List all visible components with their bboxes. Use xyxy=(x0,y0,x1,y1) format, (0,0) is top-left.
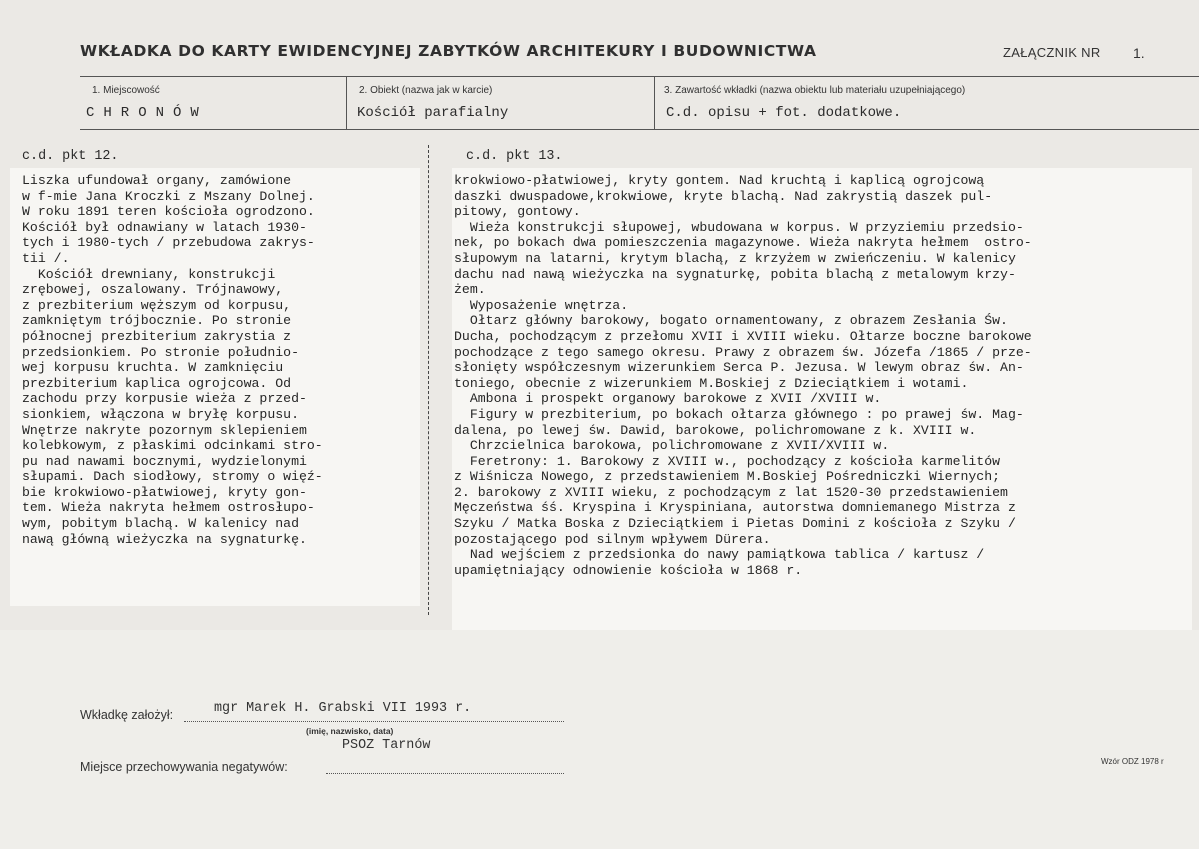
right-line: pitowy, gontowy. xyxy=(454,204,581,220)
annex-label: ZAŁĄCZNIK NR xyxy=(1003,45,1101,60)
field-object-label: 2. Obiekt (nazwa jak w karcie) xyxy=(359,85,493,96)
right-line: pochodzące z tego samego okresu. Prawy z obrazem św. Józefa /1865 / prze- xyxy=(454,344,1032,360)
left-line: kolebkowym, z płaskimi odcinkami stro- xyxy=(22,438,323,454)
right-line: Ducha, pochodzącym z przełomu XVII i XVIII wieku. Ołtarze boczne barokowe xyxy=(454,328,1032,344)
pasted-paper-footer xyxy=(0,630,1199,849)
left-line: północnej prezbiterium zakrystia z xyxy=(22,328,292,344)
fields-bottom-rule xyxy=(80,129,1199,130)
left-line: przedsionkiem. Po stronie południo- xyxy=(22,344,299,360)
annex-number: 1. xyxy=(1133,45,1145,61)
left-line: nawą główną wieżyczka na sygnaturkę. xyxy=(22,531,307,547)
left-line: sionkiem, włączona w bryłę korpusu. xyxy=(22,406,299,422)
right-line: 2. barokowy z XVIII wieku, z pochodzącym z lat 1520-30 przedstawieniem xyxy=(454,484,1008,500)
institution-value: PSOZ Tarnów xyxy=(342,738,431,753)
field-locality-label: 1. Miejscowość xyxy=(92,85,160,96)
left-line: w f-mie Jana Kroczki z Mszany Dolnej. xyxy=(22,188,315,204)
left-line: tem. Wieża nakryta hełmem ostrosłupo- xyxy=(22,500,315,516)
right-line: dachu nad nawą wieżyczka na sygnaturkę, pobita blachą z metalowym krzy- xyxy=(454,266,1016,282)
column-divider xyxy=(428,145,429,615)
right-line: z Wiśnicza Nowego, z przedstawieniem M.Boskiej Pośredniczki Wiernych; xyxy=(454,469,1001,485)
right-line: Ołtarz główny barokowy, bogato ornamentowany, z obrazem Zesłania Św. xyxy=(454,313,1008,329)
right-line: Figury w prezbiterium, po bokach ołtarza głównego : po prawej św. Mag- xyxy=(454,406,1024,422)
right-line: słupowym na latarni, krytym blachą, z krzyżem w zwieńczeniu. W kalenicy xyxy=(454,250,1016,266)
left-line: wej korpusu kruchta. W zamknięciu xyxy=(22,360,284,376)
right-line: nek, po bokach dwa pomieszczenia magazynowe. Wieża nakryta hełmem ostro- xyxy=(454,235,1032,251)
left-line: Kościół był odnawiany w latach 1930- xyxy=(22,219,307,235)
negatives-location-label: Miejsce przechowywania negatywów: xyxy=(80,760,288,774)
left-line: W roku 1891 teren kościoła ogrodzono. xyxy=(22,204,315,220)
left-line: Wnętrze nakryte pozornym sklepieniem xyxy=(22,422,307,438)
left-line: tych i 1980-tych / przebudowa zakrys- xyxy=(22,235,315,251)
header-rule xyxy=(80,76,1199,77)
left-line: wym, pobitym blachą. W kalenicy nad xyxy=(22,516,299,532)
left-line: pu nad nawami bocznymi, wydzielonymi xyxy=(22,453,307,469)
field-object-value: Kościół parafialny xyxy=(357,105,509,121)
right-line: dalena, po lewej św. Dawid, barokowe, polichromowane z k. XVIII w. xyxy=(454,422,977,438)
field-locality-value: CHRONÓW xyxy=(86,105,208,121)
right-line: Ambona i prospekt organowy barokowe z XVII /XVIII w. xyxy=(454,391,882,407)
right-text xyxy=(454,173,1032,578)
right-line: Nad wejściem z przedsionka do nawy pamiątkowa tablica / kartusz / xyxy=(454,547,985,563)
right-line: krokwiowo-płatwiowej, kryty gontem. Nad kruchtą i kaplicą ogrojcową xyxy=(454,173,985,188)
right-line: słonięty współczesnym wizerunkiem Serca P. Jezusa. W lewym obraz św. An- xyxy=(454,360,1024,376)
left-line: zachodu przy korpusie wieża z przed- xyxy=(22,391,307,407)
field-content-label: 3. Zawartość wkładki (nazwa obiektu lub materiału uzupełniającego) xyxy=(664,85,966,96)
right-line: pozostającego pod silnym wpływem Dürera. xyxy=(454,531,771,547)
left-text xyxy=(22,173,323,547)
right-heading: c.d. pkt 13. xyxy=(466,149,563,164)
right-line: daszki dwuspadowe,krokwiowe, kryte blachą. Nad zakrystią daszek pul- xyxy=(454,188,993,204)
negatives-location-line xyxy=(326,773,564,774)
prepared-by-value: mgr Marek H. Grabski VII 1993 r. xyxy=(214,701,472,716)
left-line: prezbiterium kaplica ogrojcowa. Od xyxy=(22,375,292,391)
prepared-by-line xyxy=(184,721,564,722)
right-line: Wieża konstrukcji słupowej, wbudowana w korpus. W przyziemiu przedsio- xyxy=(454,219,1024,235)
right-line: Chrzcielnica barokowa, polichromowane z XVII/XVIII w. xyxy=(454,438,890,454)
right-line: upamiętniający odnowienie kościoła w 1868 r. xyxy=(454,562,803,578)
right-line: Szyku / Matka Boska z Dzieciątkiem i Pietas Domini z kościoła z Szyku / xyxy=(454,516,1016,532)
right-line: Feretrony: 1. Barokowy z XVIII w., pochodzący z kościoła karmelitów xyxy=(454,453,1001,469)
left-line: słupami. Dach siodłowy, stromy o więź- xyxy=(22,469,323,485)
right-line: Wyposażenie wnętrza. xyxy=(454,297,629,313)
card-title: WKŁADKA DO KARTY EWIDENCYJNEJ ZABYTKÓW ARCHITEKURY I BUDOWNICTWA xyxy=(80,42,817,60)
field-divider-2 xyxy=(654,76,655,129)
left-line: zrębowej, oszalowany. Trójnawowy, xyxy=(22,282,284,298)
left-line: z prezbiterium węższym od korpusu, xyxy=(22,297,292,313)
field-content-value: C.d. opisu + fot. dodatkowe. xyxy=(666,105,902,121)
left-line: Kościół drewniany, konstrukcji xyxy=(22,266,276,282)
right-line: toniego, obecnie z wizerunkiem M.Boskiej z Dzieciątkiem i wotami. xyxy=(454,375,969,391)
right-line: Męczeństwa śś. Kryspina i Kryspiniana, autorstwa domniemanego Mistrza z xyxy=(454,500,1016,516)
left-heading: c.d. pkt 12. xyxy=(22,149,119,164)
left-line: Liszka ufundował organy, zamówione xyxy=(22,173,292,188)
form-code: Wzór ODZ 1978 r xyxy=(1101,757,1164,766)
prepared-by-hint: (imię, nazwisko, data) xyxy=(306,726,394,736)
right-line: żem. xyxy=(454,282,486,298)
field-divider-1 xyxy=(346,76,347,129)
left-line: tii /. xyxy=(22,250,70,266)
prepared-by-label: Wkładkę założył: xyxy=(80,708,174,722)
left-line: bie krokwiowo-płatwiowej, kryty gon- xyxy=(22,484,307,500)
left-line: zamkniętym trójbocznie. Po stronie xyxy=(22,313,292,329)
